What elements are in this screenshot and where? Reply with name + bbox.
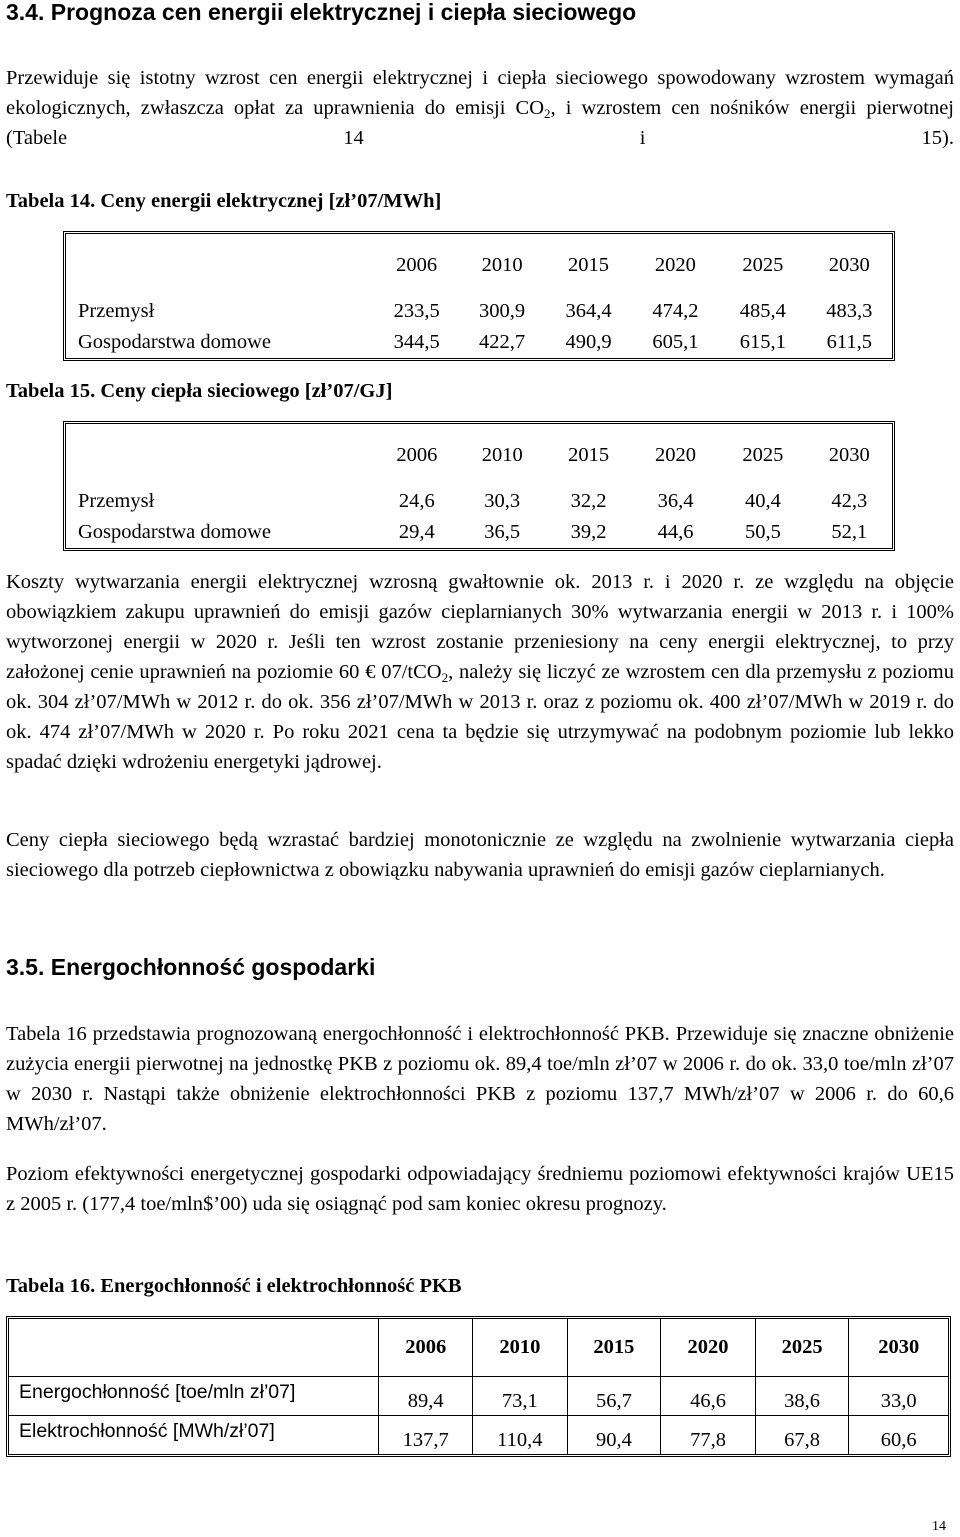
table15-year: 2015	[568, 443, 610, 466]
table15-year: 2020	[655, 443, 696, 466]
row-label: Przemysł	[78, 299, 155, 322]
costs-paragraph	[6, 567, 954, 777]
cell: 605,1	[652, 330, 699, 353]
table14-year: 2030	[828, 253, 870, 276]
cell: 30,3	[484, 489, 521, 512]
row-label: Gospodarstwa domowe	[78, 520, 272, 543]
cell: 300,9	[479, 299, 526, 322]
cell: 233,5	[393, 299, 440, 322]
cell: 38,6	[756, 1377, 850, 1416]
cell: 611,5	[826, 330, 872, 353]
table16-year: 2020	[661, 1319, 756, 1377]
cell: 364,4	[565, 299, 612, 322]
table16-year: 2006	[379, 1319, 473, 1377]
cell: 50,5	[744, 520, 781, 543]
cell: 52,1	[831, 520, 868, 543]
table14-corner	[66, 234, 374, 296]
table16-header-row	[9, 1319, 948, 1377]
cell: 24,6	[398, 489, 435, 512]
cell: 56,7	[568, 1377, 662, 1416]
table15-year: 2030	[828, 443, 870, 466]
table15-caption: Tabela 15. Ceny ciepła sieciowego [zł’07/GJ]	[6, 380, 393, 402]
table14-header-row	[66, 234, 892, 296]
costs-text-a: Koszty wytwarzania energii elektrycznej wzrosną gwałtownie ok. 2013 r. i 2020 r. ze względu na objęcie obowiązkiem zakupu uprawnień do emisji gazów cieplarnianych 30% wytwarzania energii w 2013 r. i 100% wytworzonej energii w 2020 r. Jeśli ten wzrost zostanie przeniesiony na ceny energii elektrycznej, to przy założonej cenie uprawnień na poziomie 60 € 07/tCO	[6, 571, 954, 683]
table16-corner	[9, 1319, 379, 1377]
energy-intensity-paragraph: Tabela 16 przedstawia prognozowaną energochłonność i elektrochłonność PKB. Przewiduje się znaczne obniżenie zużycia energii pierwotnej na jednostkę PKB z poziomu ok. 89,4 toe/mln zł’07 w 2006 r. do ok. 33,0 toe/mln zł’07 w 2030 r. Nastąpi także obniżenie elektrochłonności PKB z poziomu 137,7 MWh/zł’07 w 2006 r. do 60,6 MWh/zł’07.	[6, 1023, 954, 1135]
table16-caption: Tabela 16. Energochłonność i elektrochłonność PKB	[6, 1275, 462, 1297]
intro-text-a: Przewiduje się istotny wzrost cen energii elektrycznej i ciepła sieciowego spowodowany wzrostem wymagań ekologicznych, zwłaszcza opłat za uprawnienia do emisji CO	[6, 67, 954, 119]
cell: 46,6	[661, 1377, 756, 1416]
costs-subscript: 2	[441, 670, 449, 685]
cell: 474,2	[652, 299, 699, 322]
costs-text-b: , należy się liczyć ze wzrostem cen dla przemysłu z poziomu ok. 304 zł’07/MWh w 2012 r. do ok. 356 zł’07/MWh w 2013 r. oraz z poziomu ok. 400 zł’07/MWh w 2019 r. do ok. 474 zł’07/MWh w 2020 r. Po roku 2021 cena ta będzie się utrzymywać na podobnym poziomie lub lekko spadać dzięki wdrożeniu energetyki jądrowej.	[6, 661, 954, 773]
cell: 344,5	[393, 330, 440, 353]
table16-year: 2015	[568, 1319, 662, 1377]
cell: 60,6	[880, 1429, 917, 1451]
intro-paragraph	[6, 63, 954, 153]
row-label: Gospodarstwa domowe	[78, 330, 272, 353]
table16-year: 2025	[756, 1319, 850, 1377]
table16-year: 2030	[849, 1319, 948, 1377]
table14-year: 2020	[654, 253, 696, 276]
table16	[6, 1316, 951, 1457]
table14-year: 2010	[481, 253, 523, 276]
table-row	[9, 1377, 948, 1416]
table15-header-row	[66, 424, 892, 486]
cell: 40,4	[744, 489, 781, 512]
table-row	[66, 516, 892, 548]
cell: 73,1	[473, 1377, 568, 1416]
table14-caption: Tabela 14. Ceny energii elektrycznej [zł’07/MWh]	[6, 190, 442, 212]
efficiency-paragraph: Poziom efektywności energetycznej gospodarki odpowiadający średniemu poziomowi efektywności krajów UE15 z 2005 r. (177,4 toe/mln$’00) uda się osiągnąć pod sam koniec okresu prognozy.	[6, 1163, 954, 1215]
table14-year: 2015	[568, 253, 609, 276]
cell: 110,4	[473, 1416, 568, 1454]
table-row	[66, 326, 892, 358]
cell: 90,4	[568, 1416, 662, 1454]
table15	[63, 421, 895, 551]
cell: 29,4	[398, 520, 435, 543]
cell: 36,5	[484, 520, 521, 543]
heat-prices-paragraph: Ceny ciepła sieciowego będą wzrastać bardziej monotonicznie ze względu na zwolnienie wytwarzania ciepła sieciowego dla potrzeb ciepłownictwa z obowiązku nabywania uprawnień do emisji gazów cieplarnianych.	[6, 829, 954, 881]
table-row	[9, 1416, 948, 1454]
cell: 32,2	[570, 489, 607, 512]
section-3-4-heading: 3.4. Prognoza cen energii elektrycznej i ciepła sieciowego	[6, 0, 637, 25]
cell: 615,1	[739, 330, 786, 353]
table16-year: 2010	[473, 1319, 568, 1377]
table15-year: 2006	[396, 443, 438, 466]
intro-subscript: 2	[544, 106, 551, 121]
table-row	[66, 486, 892, 516]
cell: 485,4	[739, 299, 786, 322]
row-label: Energochłonność [toe/mln zł’07]	[9, 1377, 379, 1416]
table-row	[66, 296, 892, 326]
cell: 36,4	[657, 489, 694, 512]
row-label: Elektrochłonność [MWh/zł’07]	[9, 1416, 379, 1454]
cell: 483,3	[826, 299, 873, 322]
cell: 42,3	[831, 489, 868, 512]
page-number: 14	[932, 1519, 946, 1534]
table15-corner	[66, 424, 375, 486]
cell: 422,7	[479, 330, 526, 353]
table15-year: 2025	[742, 443, 784, 466]
section-3-5-heading: 3.5. Energochłonność gospodarki	[6, 954, 376, 980]
cell: 67,8	[756, 1416, 850, 1454]
cell: 39,2	[570, 520, 607, 543]
table14-year: 2006	[396, 253, 438, 276]
cell: 89,4	[379, 1377, 473, 1416]
table14	[63, 231, 895, 361]
cell: 137,7	[379, 1416, 473, 1454]
table15-year: 2010	[481, 443, 523, 466]
row-label: Przemysł	[78, 489, 155, 512]
intro-text-b: , i wzrostem cen nośników energii pierwotnej (Tabele 14 i 15).	[6, 97, 955, 149]
cell: 33,0	[849, 1377, 948, 1416]
cell: 77,8	[661, 1416, 756, 1454]
cell: 44,6	[657, 520, 694, 543]
cell: 490,9	[565, 330, 612, 353]
table14-year: 2025	[742, 253, 784, 276]
